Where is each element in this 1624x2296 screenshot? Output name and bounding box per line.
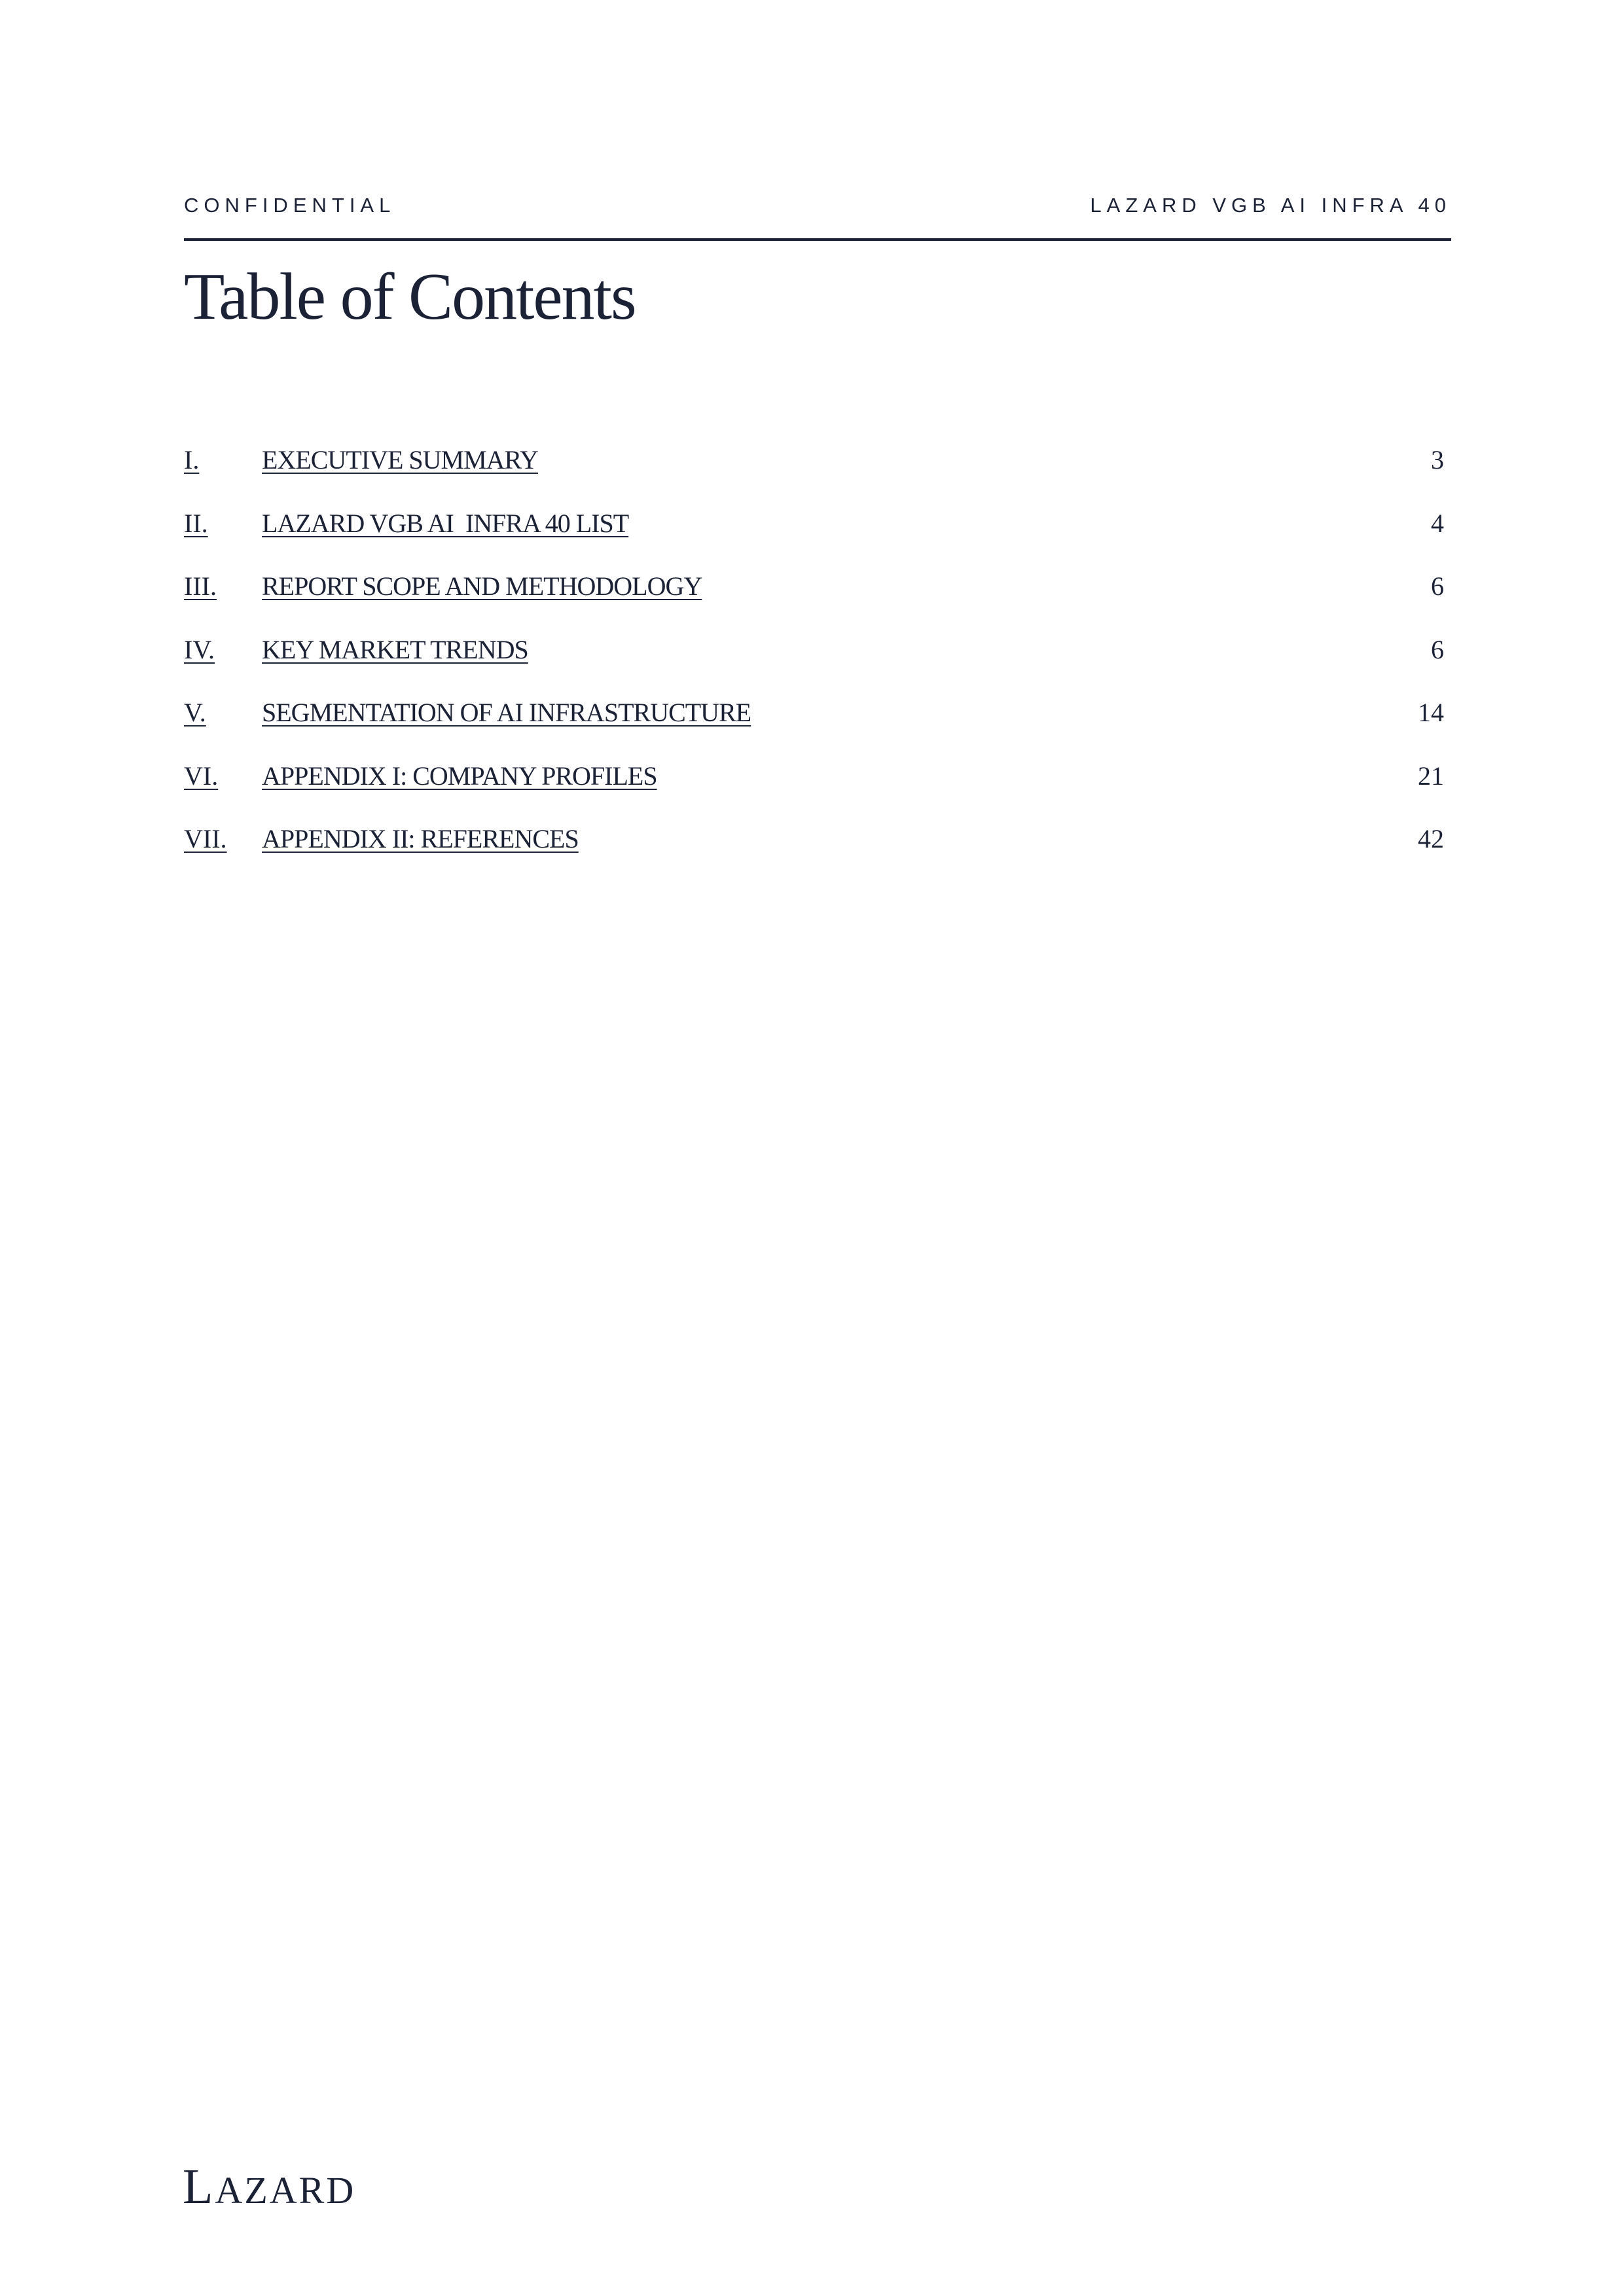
toc-entry-number[interactable]: VII.	[184, 824, 227, 853]
report-name-label: LAZARD VGB AI INFRA 40	[1090, 194, 1451, 217]
toc-entry-scope-methodology	[184, 565, 1444, 628]
header-divider	[184, 238, 1451, 241]
toc-entry-company-profiles	[184, 755, 1444, 818]
toc-entry-link[interactable]: APPENDIX I: COMPANY PROFILES	[262, 761, 657, 791]
toc-entry-page: 14	[1418, 698, 1444, 727]
logo-initial: L	[183, 2159, 215, 2214]
toc-entry-link[interactable]: APPENDIX II: REFERENCES	[262, 824, 579, 853]
toc-entry-page: 3	[1431, 445, 1444, 475]
toc-entry-number[interactable]: IV.	[184, 634, 215, 664]
toc-entry-page: 6	[1431, 571, 1444, 601]
toc-entry-number[interactable]: V.	[184, 698, 206, 727]
toc-entry-link[interactable]: REPORT SCOPE AND METHODOLOGY	[262, 571, 702, 601]
lazard-logo	[183, 2159, 355, 2215]
toc-entry-page: 21	[1418, 761, 1444, 791]
toc-entry-references	[184, 817, 1444, 881]
logo-rest: AZARD	[215, 2169, 356, 2212]
running-header	[184, 194, 1451, 220]
toc-entry-list	[184, 502, 1444, 565]
toc-entry-segmentation	[184, 691, 1444, 755]
toc-entry-link[interactable]: KEY MARKET TRENDS	[262, 634, 528, 664]
toc-entry-number[interactable]: III.	[184, 571, 217, 601]
confidential-label: CONFIDENTIAL	[184, 194, 396, 217]
toc-entry-link[interactable]: SEGMENTATION OF AI INFRASTRUCTURE	[262, 698, 751, 727]
toc-entry-page: 6	[1431, 634, 1444, 664]
toc-entry-link[interactable]: LAZARD VGB AI INFRA 40 LIST	[262, 508, 629, 538]
toc-entry-number[interactable]: I.	[184, 445, 200, 475]
toc-entry-executive-summary	[184, 439, 1444, 502]
toc-entry-number[interactable]: VI.	[184, 761, 219, 791]
toc-entry-number[interactable]: II.	[184, 508, 208, 538]
toc-entry-page: 4	[1431, 508, 1444, 538]
toc-entry-market-trends	[184, 628, 1444, 692]
table-of-contents	[184, 439, 1444, 881]
toc-entry-link[interactable]: EXECUTIVE SUMMARY	[262, 445, 538, 475]
page-title: Table of Contents	[184, 260, 636, 334]
toc-entry-page: 42	[1418, 824, 1444, 853]
